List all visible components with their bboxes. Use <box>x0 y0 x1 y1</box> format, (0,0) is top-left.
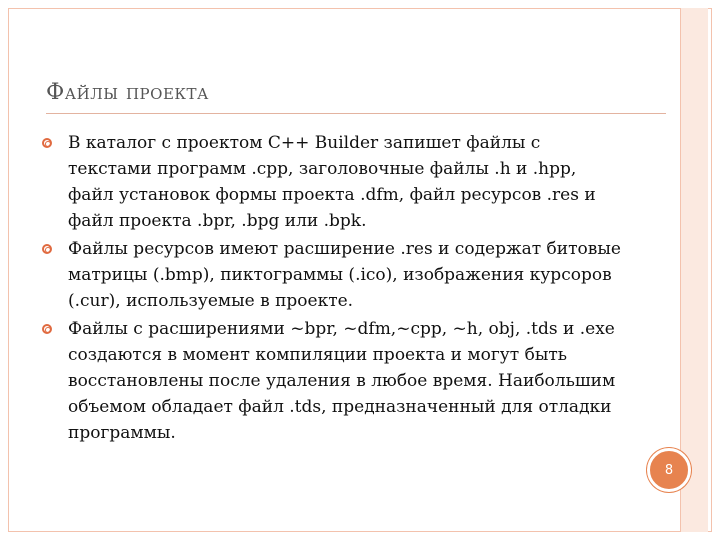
bullet-icon <box>42 244 52 254</box>
bullet-icon <box>42 324 52 334</box>
bullet-list <box>42 130 627 448</box>
bullet-icon <box>42 138 52 148</box>
list-item <box>42 316 627 446</box>
bullet-text: В каталог с проектом C++ Builder запишет файлы с текстами программ .cpp, заголовочные файлы .h и .hpp, файл установок формы проекта .dfm, файл ресурсов .res и файл проекта .bpr, .bpg или .bpk. <box>68 133 596 231</box>
bullet-text: Файлы с расширениями ~bpr, ~dfm,~cpp, ~h, obj, .tds и .exe создаются в момент компиляции проекта и могут быть восстановлены после удаления в любое время. Наибольшим объемом обладает файл .tds, предназначенный для отладки программы. <box>68 319 616 443</box>
list-item <box>42 130 627 234</box>
title-divider <box>46 113 666 114</box>
bullet-text: Файлы ресурсов имеют расширение .res и содержат битовые матрицы (.bmp), пиктограммы (.ico), изображения курсоров (.cur), используемые в проекте. <box>68 239 621 311</box>
page-number-badge: 8 <box>647 448 691 492</box>
slide-title: Файлы проекта <box>46 80 209 105</box>
list-item <box>42 236 627 314</box>
